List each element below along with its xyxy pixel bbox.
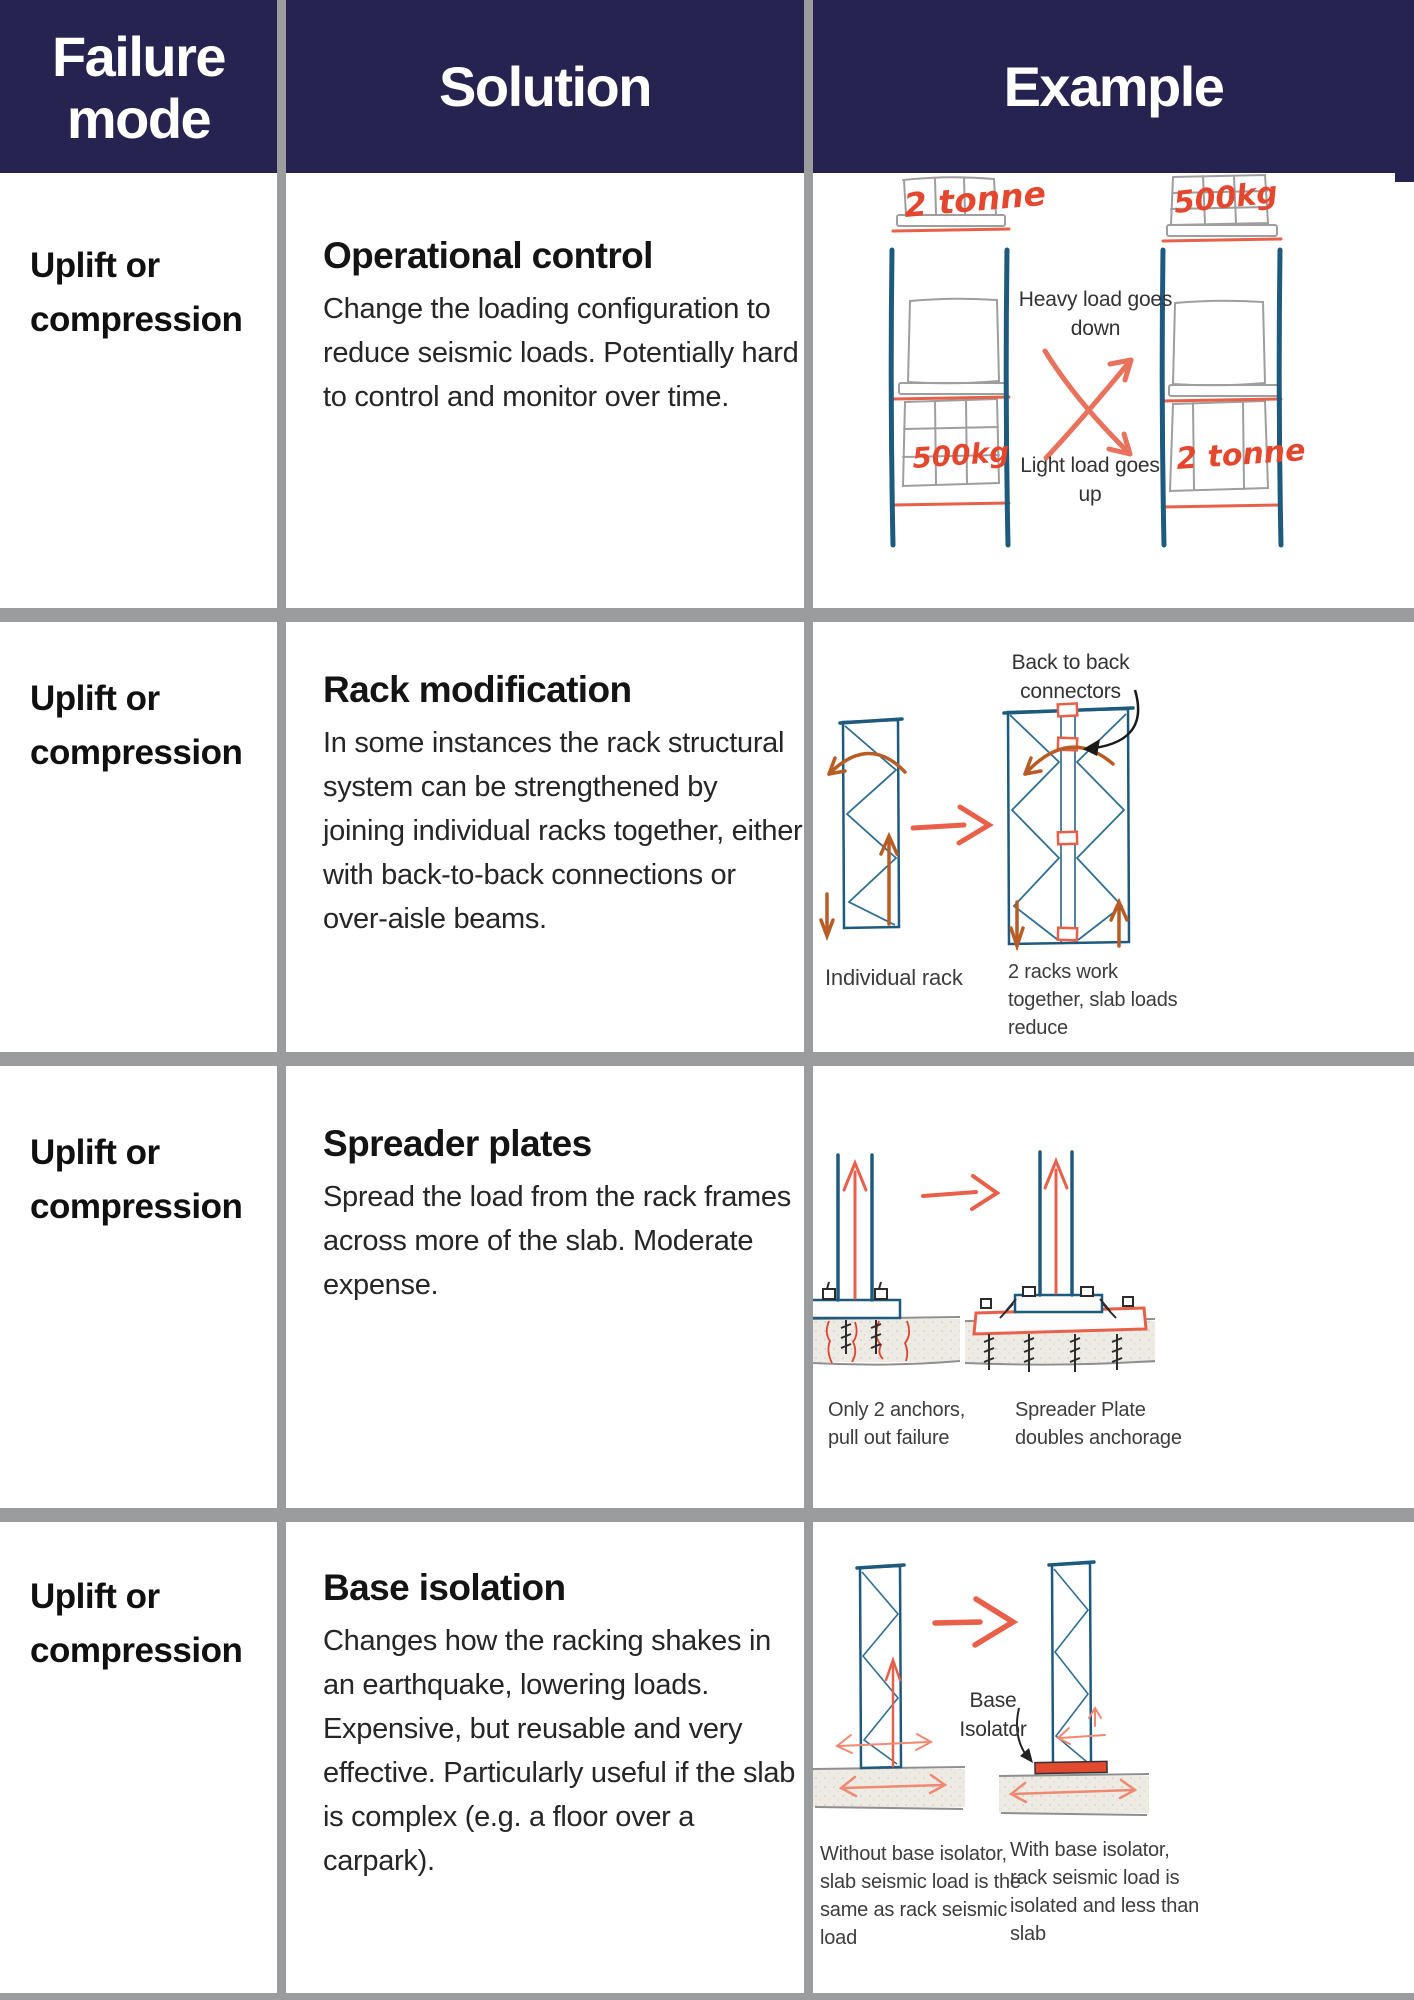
load-arrows-icon (821, 747, 1127, 946)
uplift-arrow-icons (844, 1161, 1067, 1298)
with-isolator-caption: With base isolator, rack seismic load is isolated and less than slab (1010, 1839, 1200, 1945)
solution-cell-row1 (323, 234, 804, 419)
individual-rack-caption: Individual rack (825, 965, 963, 990)
solution-title-row1: Operational control (323, 235, 653, 276)
failure-mode-cell-row3: Uplift or compression (30, 1133, 243, 1226)
example-cell-row1 (813, 173, 1414, 608)
weight-scribble: 2 tonne (1175, 433, 1307, 477)
failure-mode-cell-row2: Uplift or compression (30, 679, 243, 772)
solution-cell-row4 (323, 1566, 804, 1883)
weight-scribble: 500kg (911, 435, 1011, 475)
two-anchors-caption: Only 2 anchors, pull out failure (828, 1399, 966, 1449)
solution-body-row2: In some instances the rack structural system can be strengthened by joining individual racks together, either with back-to-back connections or over-aisle beams. (323, 727, 803, 935)
transform-arrow-icon (913, 807, 989, 843)
solution-body-row1: Change the loading configuration to reduce seismic loads. Potentially hard to control and monitor over time. (323, 293, 799, 413)
base-isolator-label: Base Isolator (959, 1689, 1027, 1741)
row-divider-2 (0, 1052, 1414, 1066)
row-divider-3 (0, 1508, 1414, 1522)
spreader-plate-caption: Spreader Plate doubles anchorage (1015, 1399, 1182, 1449)
weight-scribble: 500kg (1172, 175, 1280, 221)
transform-arrow-icon (923, 1176, 997, 1209)
solution-body-row3: Spread the load from the rack frames across more of the slab. Moderate expense. (323, 1181, 791, 1301)
heavy-load-label: Heavy load goes down (1018, 288, 1173, 340)
solution-title-row4: Base isolation (323, 1567, 566, 1608)
column-header-failure-mode: Failure mode (51, 25, 226, 150)
column-header-solution: Solution (439, 55, 651, 118)
example-cell-row3 (813, 1066, 1414, 1508)
bottom-border (0, 1993, 1414, 2000)
solution-title-row2: Rack modification (323, 669, 632, 710)
vertical-divider-2 (804, 0, 813, 1993)
solution-cell-row3 (323, 1122, 804, 1307)
example-cell-row4 (813, 1522, 1414, 1993)
solution-cell-row2 (323, 668, 804, 941)
light-load-label: Light load goes up (1020, 454, 1160, 506)
vertical-divider-1 (277, 0, 286, 1993)
without-isolator-caption: Without base isolator, slab seismic load is the same as rack seismic load (820, 1843, 1021, 1949)
uplift-arrow-icon (886, 1660, 900, 1766)
transform-arrow-icon (935, 1599, 1013, 1645)
solution-body-row4: Changes how the racking shakes in an earthquake, lowering loads. Expensive, but reusable and very effective. Particularly useful if the slab is complex (e.g. a floor over a carpark). (323, 1625, 796, 1877)
row-divider-1 (0, 608, 1414, 622)
column-header-example: Example (1003, 55, 1224, 118)
load-swap-sketch (813, 173, 1414, 608)
back-to-back-label: Back to back connectors (1011, 651, 1130, 703)
solution-title-row3: Spreader plates (323, 1123, 592, 1164)
example-cell-row2 (813, 622, 1414, 1052)
failure-mode-cell-row1: Uplift or compression (30, 246, 243, 339)
swap-arrows-icon (1045, 351, 1131, 458)
base-isolator-icon (1035, 1761, 1107, 1773)
weight-scribble: 2 tonne (902, 173, 1048, 225)
joined-racks-caption: 2 racks work together, slab loads reduce (1008, 961, 1178, 1039)
failure-mode-cell-row4: Uplift or compression (30, 1577, 243, 1670)
